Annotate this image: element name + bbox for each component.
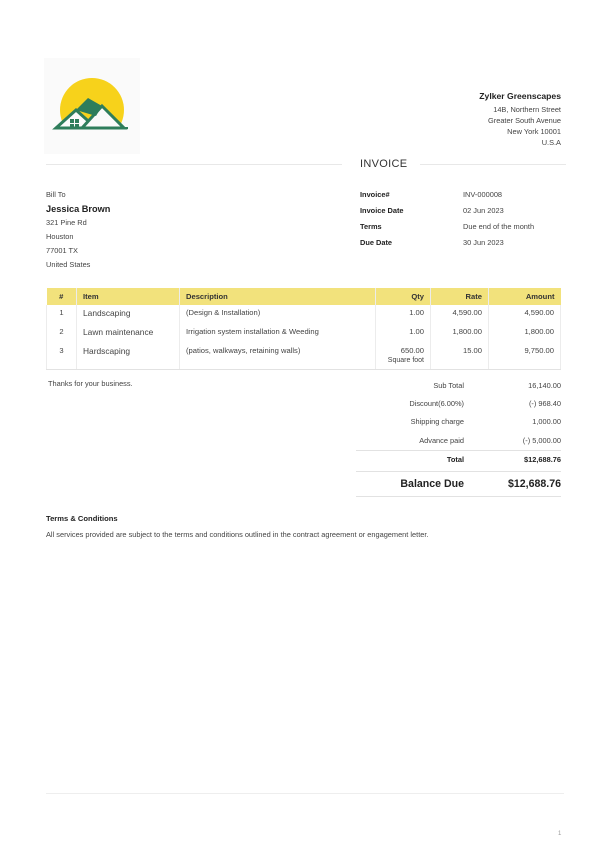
footer-divider xyxy=(46,793,564,794)
row-number: 1 xyxy=(47,305,77,324)
subtotal-label: Sub Total xyxy=(433,380,464,390)
sun-house-logo-icon xyxy=(44,58,140,154)
row-qty: 650.00 xyxy=(400,346,424,355)
customer-address-line: 77001 TX xyxy=(46,246,78,255)
meta-row-invoice-number xyxy=(360,186,534,202)
meta-value: 30 Jun 2023 xyxy=(463,237,504,247)
col-header-description: Description xyxy=(180,288,376,305)
company-address-line: 14B, Northern Street xyxy=(493,105,561,114)
meta-label: Invoice# xyxy=(360,189,390,199)
advance-value: (-) 5,000.00 xyxy=(522,435,561,445)
total-label: Total xyxy=(446,455,464,465)
row-description: Irrigation system installation & Weeding xyxy=(180,324,376,343)
balance-due-label: Balance Due xyxy=(400,477,464,490)
subtotal-value: 16,140.00 xyxy=(528,380,561,390)
meta-value: INV-000008 xyxy=(463,189,503,199)
terms-title: Terms & Conditions xyxy=(46,514,118,523)
meta-label: Terms xyxy=(360,221,382,231)
col-header-item: Item xyxy=(77,288,180,305)
advance-label: Advance paid xyxy=(419,435,464,445)
table-row xyxy=(47,343,561,370)
company-address-line: U.S.A xyxy=(541,138,561,147)
shipping-value: 1,000.00 xyxy=(532,417,561,427)
title-divider-right xyxy=(420,164,566,165)
notes-text: Thanks for your business. xyxy=(48,379,133,388)
totals-block xyxy=(356,376,561,497)
meta-row-invoice-date xyxy=(360,202,534,218)
company-address-line: Greater South Avenue xyxy=(488,116,561,125)
table-row xyxy=(47,324,561,343)
invoice-meta xyxy=(360,186,534,250)
customer-address-line: United States xyxy=(46,260,91,269)
customer-name: Jessica Brown xyxy=(46,204,111,214)
shipping-row xyxy=(356,413,561,431)
row-rate: 4,590.00 xyxy=(431,305,489,324)
meta-value: Due end of the month xyxy=(463,221,535,231)
line-items-table xyxy=(46,288,561,370)
table-header-row xyxy=(47,288,561,305)
total-value: $12,688.76 xyxy=(524,455,561,465)
discount-row xyxy=(356,394,561,412)
row-amount: 9,750.00 xyxy=(489,343,561,370)
bill-to-label: Bill To xyxy=(46,190,66,199)
row-item: Lawn maintenance xyxy=(77,324,180,343)
row-rate: 1,800.00 xyxy=(431,324,489,343)
row-amount: 4,590.00 xyxy=(489,305,561,324)
meta-row-due-date xyxy=(360,234,534,250)
customer-address-line: Houston xyxy=(46,232,74,241)
document-title: INVOICE xyxy=(360,158,408,170)
company-address-line: New York 10001 xyxy=(507,127,561,136)
row-amount: 1,800.00 xyxy=(489,324,561,343)
meta-label: Due Date xyxy=(360,237,393,247)
title-divider-left xyxy=(46,164,342,165)
row-number: 2 xyxy=(47,324,77,343)
advance-row xyxy=(356,431,561,449)
row-qty-cell xyxy=(376,343,431,370)
shipping-label: Shipping charge xyxy=(410,417,464,427)
table-row xyxy=(47,305,561,324)
row-number: 3 xyxy=(47,343,77,370)
company-info xyxy=(479,91,561,148)
company-name: Zylker Greenscapes xyxy=(479,91,561,101)
bill-to-block xyxy=(46,188,110,272)
balance-due-value: $12,688.76 xyxy=(507,477,561,490)
row-qty: 1.00 xyxy=(376,324,431,343)
discount-label: Discount(6.00%) xyxy=(409,399,464,409)
page-number: 1 xyxy=(558,831,562,837)
col-header-rate: Rate xyxy=(431,288,489,305)
col-header-amount: Amount xyxy=(489,288,561,305)
discount-value: (-) 968.40 xyxy=(528,399,561,409)
subtotal-row xyxy=(356,376,561,394)
col-header-qty: Qty xyxy=(376,288,431,305)
balance-due-row xyxy=(356,471,561,497)
row-description: (patios, walkways, retaining walls) xyxy=(180,343,376,370)
meta-label: Invoice Date xyxy=(360,205,404,215)
customer-address-line: 321 Pine Rd xyxy=(46,218,87,227)
row-unit: Square foot xyxy=(387,357,424,364)
terms-body: All services provided are subject to the terms and conditions outlined in the contract agreement or engagement letter. xyxy=(46,530,429,539)
meta-value: 02 Jun 2023 xyxy=(463,205,504,215)
total-row xyxy=(356,450,561,469)
col-header-number: # xyxy=(47,288,77,305)
meta-row-terms xyxy=(360,218,534,234)
row-qty: 1.00 xyxy=(376,305,431,324)
row-rate: 15.00 xyxy=(431,343,489,370)
company-logo xyxy=(44,58,140,154)
row-item: Landscaping xyxy=(77,305,180,324)
row-item: Hardscaping xyxy=(77,343,180,370)
row-description: (Design & Installation) xyxy=(180,305,376,324)
